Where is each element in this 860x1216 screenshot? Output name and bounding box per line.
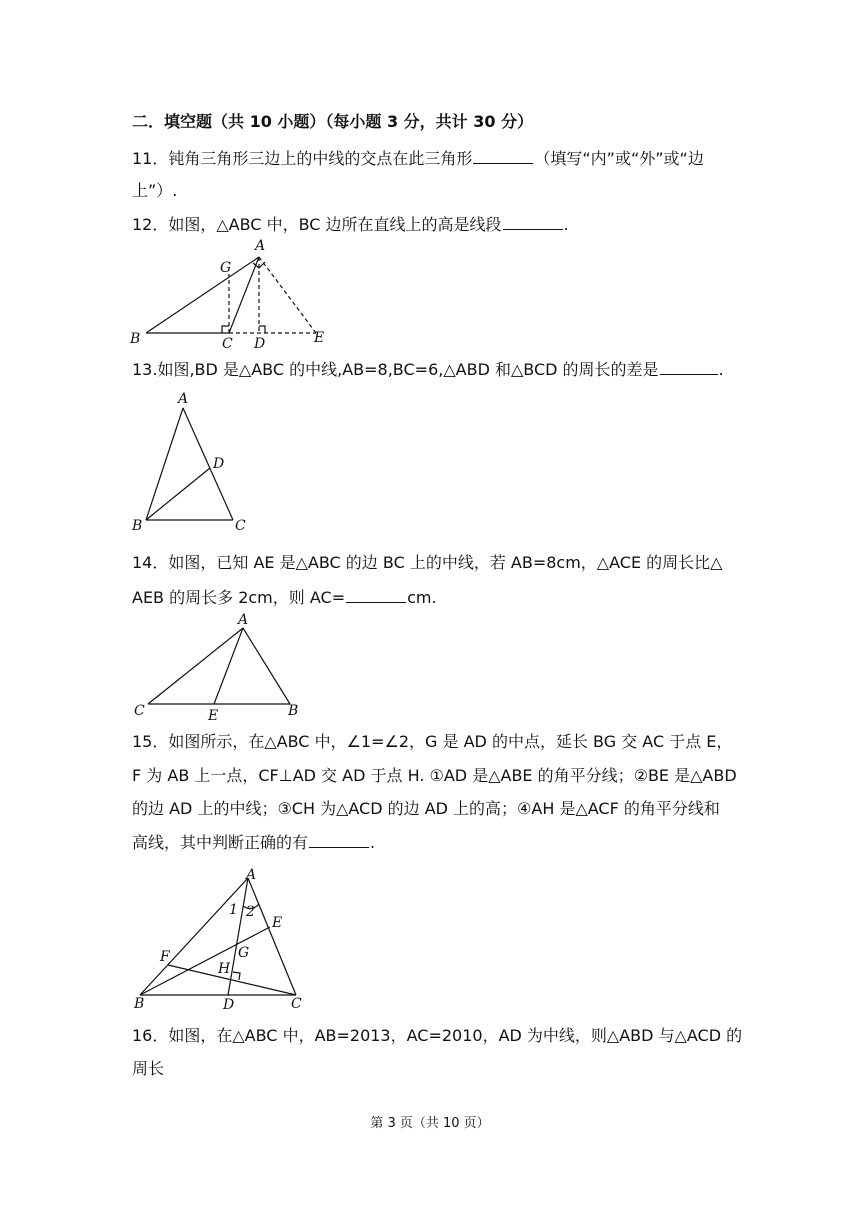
fig13-label-b: B — [132, 518, 143, 534]
page-footer: 第 3 页（共 10 页） — [370, 1116, 490, 1131]
q13-text-a: 13.如图,BD 是△ABC 的中线,AB=8,BC=6,△ABD 和△BCD 的周长的差是 — [132, 360, 659, 379]
fig15-label-e: E — [272, 915, 283, 931]
fig12-label-e: E — [314, 330, 325, 346]
fig12-segment-ae — [259, 257, 316, 333]
q13-answer-blank[interactable] — [660, 358, 718, 375]
fig15-label-f: F — [160, 949, 170, 965]
fig15-label-h: H — [218, 961, 231, 977]
fig14-median-ae — [214, 628, 243, 704]
question-15-line-3: 的边 AD 上的中线；③CH 为△ACD 的边 AD 上的高；④AH 是△ACF 的角平分线和 — [132, 799, 720, 818]
fig15-right-angle-h — [233, 972, 240, 980]
question-15-line-1: 15．如图所示，在△ABC 中，∠1=∠2，G 是 AD 的中点，延长 BG 交 AC 于点 E， — [132, 732, 733, 751]
fig12-label-d: D — [254, 336, 266, 352]
fig12-right-angle-d — [259, 326, 265, 333]
q15-text-a: 高线，其中判断正确的有 — [132, 833, 309, 852]
question-11-line-2: 上”）. — [132, 181, 178, 200]
fig13-segment-ab — [146, 408, 183, 520]
fig15-label-c: C — [291, 996, 302, 1012]
question-16-line-1: 16．如图，在△ABC 中，AB=2013，AC=2010，AD 为中线，则△ABD 与△ACD 的 — [132, 1026, 743, 1045]
question-11-line-1 — [132, 147, 704, 170]
question-16-line-2: 周长 — [132, 1059, 165, 1078]
fig15-segment-be — [140, 927, 270, 995]
q12-text-a: 12．如图，△ABC 中，BC 边所在直线上的高是线段 — [132, 215, 502, 234]
fig12-label-b: B — [130, 331, 141, 347]
fig14-label-e: E — [208, 708, 219, 724]
fig15-angle-arc — [243, 904, 259, 909]
fig12-right-angle-c — [222, 326, 229, 333]
question-14-line-2 — [132, 586, 437, 609]
fig15-label-b: B — [134, 996, 145, 1012]
fig15-bisector-ad — [228, 878, 248, 995]
q14-text-b: cm. — [407, 588, 437, 607]
q12-answer-blank[interactable] — [503, 213, 563, 230]
fig15-label-g: G — [238, 945, 250, 961]
fig13-label-a: A — [178, 391, 189, 407]
question-12 — [132, 213, 569, 236]
fig14-label-c: C — [134, 703, 145, 719]
fig13-label-d: D — [213, 456, 225, 472]
q15-text-b: . — [370, 833, 376, 852]
fig15-label-a: A — [246, 867, 257, 883]
q15-answer-blank[interactable] — [309, 831, 369, 848]
fig12-right-angle-a — [253, 262, 265, 268]
fig13-segment-ac — [183, 408, 233, 520]
fig14-label-a: A — [238, 612, 249, 628]
fig12-label-c: C — [222, 336, 233, 352]
fig15-segment-cf — [168, 965, 296, 995]
q11-text-b: （填写“内”或“外”或“边 — [534, 149, 704, 168]
question-13 — [132, 358, 724, 381]
q14-answer-blank[interactable] — [346, 586, 406, 603]
fig14-label-b: B — [288, 703, 299, 719]
fig12-segment-ba — [146, 257, 259, 333]
q12-text-b: . — [563, 215, 569, 234]
q14-text-a: AEB 的周长多 2cm，则 AC= — [132, 588, 346, 607]
q13-text-b: . — [718, 360, 724, 379]
section-heading: 二．填空题（共 10 小题）（每小题 3 分，共计 30 分） — [132, 112, 534, 131]
q11-answer-blank[interactable] — [473, 147, 533, 164]
fig12-label-a: A — [255, 238, 266, 254]
q11-text-a: 11．钝角三角形三边上的中线的交点在此三角形 — [132, 149, 473, 168]
fig13-median-bd — [146, 468, 210, 520]
fig15-segment-ab — [140, 878, 248, 995]
question-14-line-1: 14．如图，已知 AE 是△ABC 的边 BC 上的中线，若 AB=8cm，△ACE 的周长比△ — [132, 553, 723, 572]
fig15-label-1: 1 — [229, 902, 238, 918]
fig14-segment-ab — [243, 628, 290, 704]
fig15-label-2: 2 — [246, 904, 255, 920]
question-15-line-4 — [132, 831, 375, 854]
fig13-label-c: C — [235, 518, 246, 534]
question-15-line-2: F 为 AB 上一点，CF⊥AD 交 AD 于点 H. ①AD 是△ABE 的角平分线；②BE 是△ABD — [132, 766, 737, 785]
fig12-segment-ca — [229, 257, 259, 333]
fig15-segment-ac — [248, 878, 296, 995]
fig15-label-d: D — [223, 997, 235, 1013]
fig12-label-g: G — [220, 260, 232, 276]
fig14-segment-ac — [148, 628, 243, 704]
